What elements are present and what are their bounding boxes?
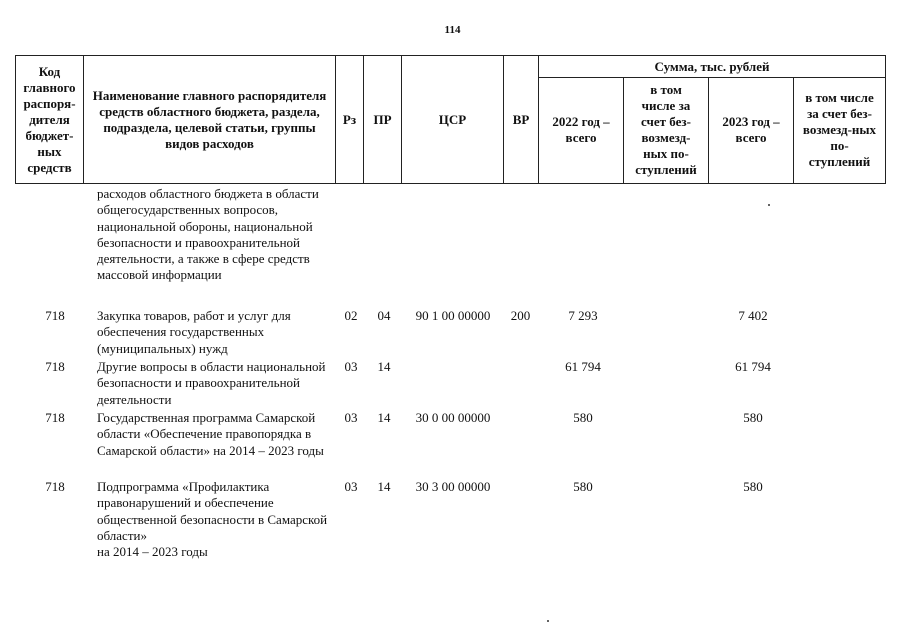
row-pr: 14 — [377, 410, 391, 425]
header-rz: Рз — [336, 56, 364, 183]
row-rz: 03 — [344, 410, 358, 425]
row-code: 718 — [45, 359, 65, 374]
scan-speck — [547, 620, 549, 622]
page-number: 114 — [444, 24, 461, 36]
row-rz: 03 — [344, 479, 358, 494]
row-2023: 580 — [743, 479, 763, 494]
row-name-tail: на 2014 – 2023 годы — [97, 544, 208, 559]
row-vr: 200 — [510, 308, 531, 323]
header-csr: ЦСР — [402, 56, 504, 183]
header-2022-total: 2022 год – всего — [539, 77, 624, 183]
row-name: Подпрограмма «Профилактика правонарушений и обеспечение общественной безопасности в Самарской области» — [97, 479, 328, 543]
header-name: Наименование главного распорядителя средств областного бюджета, раздела, подраздела, целевой статьи, группы видов расходов — [84, 56, 336, 183]
header-vr: ВР — [504, 56, 539, 183]
row-pr: 14 — [377, 479, 391, 494]
row-code: 718 — [45, 479, 65, 494]
header-code: Код главного распоря-дителя бюджет-ных средств — [16, 56, 84, 183]
header-sum-title: Сумма, тыс. рублей — [539, 56, 885, 78]
row-pr: 14 — [377, 359, 391, 374]
row-code: 718 — [45, 308, 65, 323]
row-2023: 7 402 — [738, 308, 768, 323]
row-rz: 02 — [344, 308, 358, 323]
header-2022-free: в том числе за счет без-возмезд-ных по-ступлений — [624, 77, 709, 183]
row-2022: 7 293 — [568, 308, 598, 323]
row-2022: 61 794 — [565, 359, 601, 374]
header-2023-free: в том числе за счет без-возмезд-ных по-ступлений — [802, 90, 877, 169]
scan-speck — [768, 204, 770, 206]
row-2022: 580 — [573, 479, 593, 494]
continued-text: расходов областного бюджета в области общегосударственных вопросов, национальной обороны, национальной безопасности и правоохранительной деятельности, а также в сфере средств массовой информации — [97, 186, 319, 283]
row-name: Другие вопросы в области национальной безопасности и правоохранительной деятельности — [97, 359, 326, 407]
header-pr: ПР — [364, 56, 402, 183]
row-2022: 580 — [573, 410, 593, 425]
row-code: 718 — [45, 410, 65, 425]
row-csr: 90 1 00 00000 — [415, 308, 491, 323]
row-csr: 30 3 00 00000 — [415, 479, 491, 494]
row-rz: 03 — [344, 359, 358, 374]
header-2023-total: 2023 год – всего — [709, 77, 794, 183]
row-name: Государственная программа Самарской области «Обеспечение правопорядка в Самарской области» на 2014 – 2023 годы — [97, 410, 324, 458]
row-csr: 30 0 00 00000 — [415, 410, 491, 425]
row-name: Закупка товаров, работ и услуг для обеспечения государственных (муниципальных) нужд — [97, 308, 291, 356]
row-2023: 61 794 — [735, 359, 771, 374]
table-header — [15, 55, 886, 184]
row-2023: 580 — [743, 410, 763, 425]
row-pr: 04 — [377, 308, 391, 323]
